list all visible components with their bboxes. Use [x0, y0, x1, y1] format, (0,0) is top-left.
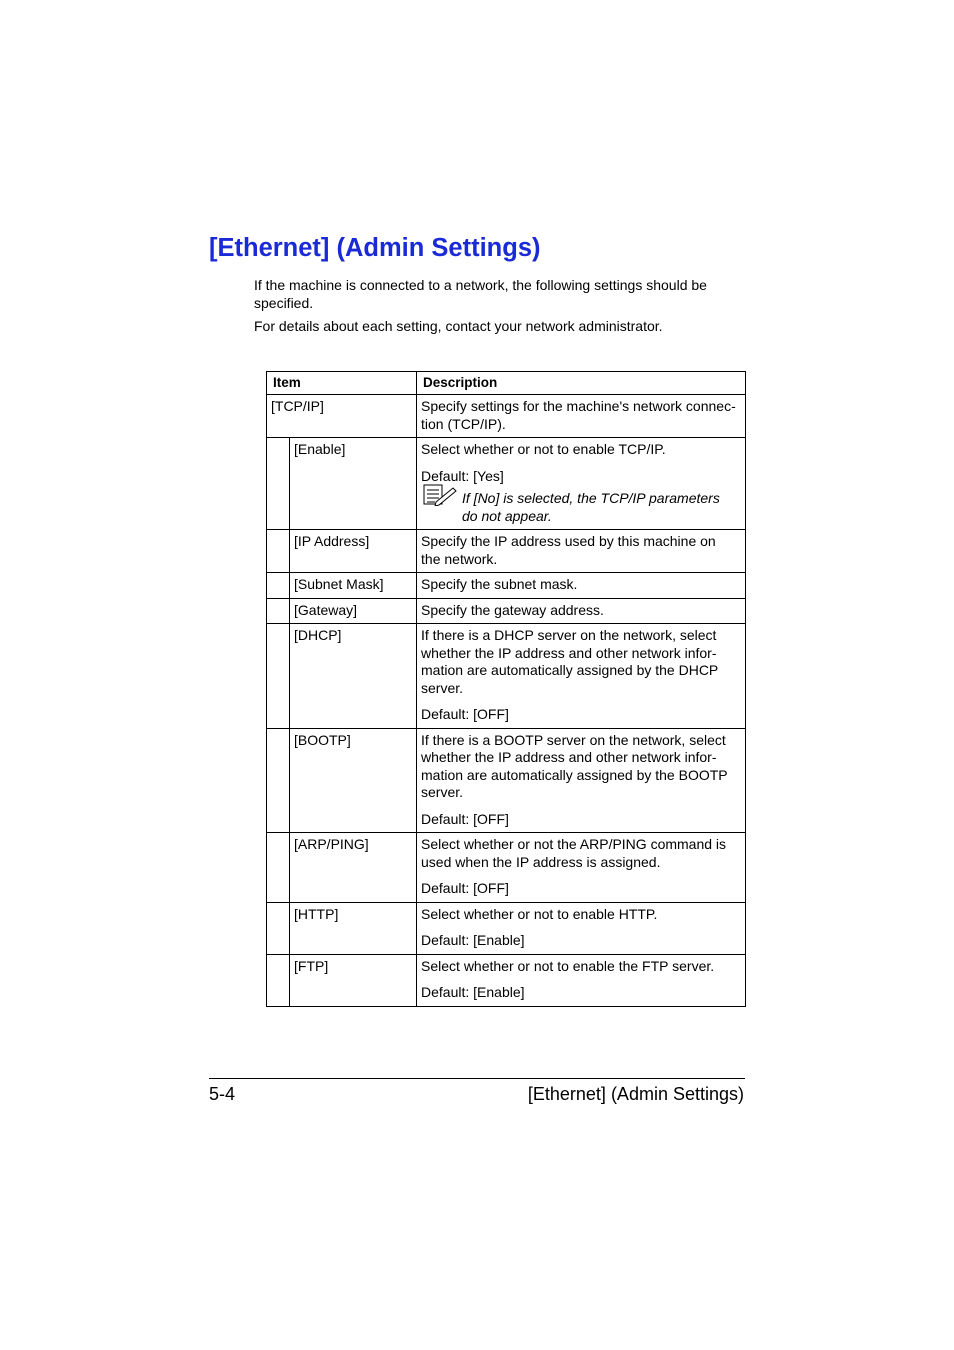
header-item: Item — [267, 372, 417, 395]
intro-text — [254, 277, 744, 336]
description-line: whether the IP address and other network infor- — [421, 644, 717, 661]
description-line: Select whether or not to enable TCP/IP. — [421, 441, 666, 457]
description-cell — [417, 530, 746, 573]
note-box — [421, 490, 743, 525]
description-line: Specify the IP address used by this machine on — [421, 533, 716, 549]
description-line: the network. — [421, 550, 498, 567]
default-value: Default: [OFF] — [421, 706, 509, 722]
description-cell — [417, 833, 746, 903]
note-text: do not appear. — [462, 507, 552, 524]
description-line: mation are automatically assigned by the DHCP — [421, 662, 719, 678]
table-row — [267, 598, 746, 624]
item-cell: [ARP/PING] — [290, 833, 417, 903]
item-cell: [IP Address] — [290, 530, 417, 573]
description-cell — [417, 954, 746, 1006]
description-line: server. — [421, 679, 464, 696]
description-cell — [417, 395, 746, 438]
description-line: used when the IP address is assigned. — [421, 853, 661, 870]
description-cell — [417, 598, 746, 624]
item-cell: [Gateway] — [290, 598, 417, 624]
indent-cell — [267, 728, 290, 833]
indent-cell — [267, 624, 290, 729]
default-value: Default: [Yes] — [421, 467, 504, 484]
table-row — [267, 530, 746, 573]
default-value: Default: [Enable] — [421, 984, 525, 1000]
settings-table — [266, 371, 746, 1007]
description-line: Specify settings for the machine's network connec- — [421, 398, 736, 414]
table-row — [267, 624, 746, 729]
table-row — [267, 438, 746, 530]
description-line: Specify the subnet mask. — [421, 576, 578, 592]
footer-page-number: 5-4 — [209, 1084, 236, 1104]
item-cell: [Subnet Mask] — [290, 573, 417, 599]
description-line: Specify the gateway address. — [421, 601, 604, 618]
default-value: Default: [OFF] — [421, 880, 509, 896]
table-row — [267, 573, 746, 599]
table-row — [267, 902, 746, 954]
header-description: Description — [417, 372, 746, 395]
item-cell: [Enable] — [290, 438, 417, 530]
table-row — [267, 395, 746, 438]
indent-cell — [267, 833, 290, 903]
intro-paragraph: If the machine is connected to a network, the following settings should be specified. — [254, 277, 707, 311]
default-value: Default: [OFF] — [421, 810, 509, 827]
item-cell: [BOOTP] — [290, 728, 417, 833]
description-line: Select whether or not to enable the FTP server. — [421, 957, 715, 974]
description-line: If there is a BOOTP server on the network, select — [421, 731, 726, 748]
description-line: If there is a DHCP server on the network, select — [421, 627, 717, 643]
intro-paragraph: For details about each setting, contact your network administrator. — [254, 318, 663, 334]
description-cell — [417, 902, 746, 954]
description-line: server. — [421, 784, 464, 800]
description-line: Select whether or not to enable HTTP. — [421, 905, 658, 922]
page-title: [Ethernet] (Admin Settings) — [209, 234, 541, 262]
item-cell: [FTP] — [290, 954, 417, 1006]
description-cell — [417, 624, 746, 729]
note-text: If [No] is selected, the TCP/IP parameters — [462, 490, 720, 506]
description-cell — [417, 728, 746, 833]
note-icon — [423, 484, 457, 506]
description-line: mation are automatically assigned by the BOOTP — [421, 766, 728, 783]
indent-cell — [267, 598, 290, 624]
table-row — [267, 833, 746, 903]
indent-cell — [267, 438, 290, 530]
indent-cell — [267, 530, 290, 573]
description-cell — [417, 438, 746, 530]
indent-cell — [267, 954, 290, 1006]
default-value: Default: [Enable] — [421, 932, 525, 948]
table-row — [267, 728, 746, 833]
item-cell: [HTTP] — [290, 902, 417, 954]
description-line: whether the IP address and other network infor- — [421, 749, 717, 765]
item-cell: [DHCP] — [290, 624, 417, 729]
indent-cell — [267, 573, 290, 599]
footer-divider — [209, 1078, 745, 1079]
footer-section-title: [Ethernet] (Admin Settings) — [527, 1084, 744, 1104]
description-line: tion (TCP/IP). — [421, 415, 506, 432]
indent-cell — [267, 902, 290, 954]
item-cell: [TCP/IP] — [267, 395, 417, 438]
description-line: Select whether or not the ARP/PING command is — [421, 836, 727, 852]
table-header-row — [267, 372, 746, 395]
description-cell — [417, 573, 746, 599]
table-row — [267, 954, 746, 1006]
